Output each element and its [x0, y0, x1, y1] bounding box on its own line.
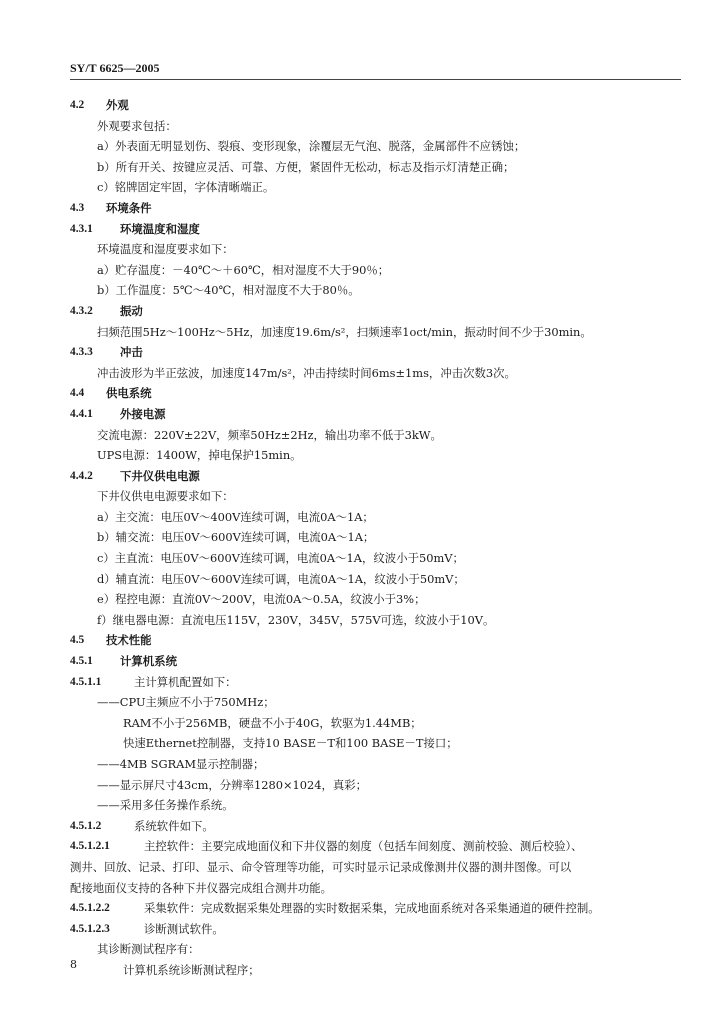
paragraph-text: 测井、回放、记录、打印、显示、命令管理等功能，可实时显示记录成像测井仪器的测井图像。可以	[70, 859, 572, 874]
section-number: 4.3.1	[70, 222, 93, 235]
section-number: 4.5	[70, 634, 85, 647]
section-title: 技术性能	[106, 633, 152, 648]
standard-code-header: SY/T 6625—2005	[70, 61, 160, 75]
body-text-line	[0, 610, 711, 631]
paragraph-text: 扫频范围5Hz～100Hz～5Hz，加速度19.6m/s²，扫频速率1oct/min，振动时间不少于30min。	[97, 324, 592, 339]
section-title: 计算机系统	[120, 654, 177, 669]
section-heading-line	[0, 836, 711, 857]
body-text-line	[0, 569, 711, 590]
section-number: 4.4.1	[70, 407, 93, 420]
section-title: 下井仪供电电源	[120, 468, 200, 483]
section-number: 4.4.2	[70, 469, 93, 482]
section-heading-line	[0, 816, 711, 837]
section-title: 冲击	[120, 345, 143, 360]
section-number: 4.3	[70, 201, 85, 214]
section-text: 主计算机配置如下：	[134, 674, 237, 689]
body-text-line	[0, 754, 711, 775]
section-number: 4.3.3	[70, 346, 93, 359]
paragraph-text: ——显示屏尺寸43cm，分辨率1280×1024，真彩；	[97, 777, 368, 792]
body-text-line	[0, 157, 711, 178]
section-text: 系统软件如下。	[134, 818, 214, 833]
body-text-line	[0, 733, 711, 754]
body-text-line	[0, 445, 711, 466]
section-number: 4.5.1.2.3	[70, 922, 110, 935]
section-number: 4.5.1	[70, 655, 93, 668]
body-text-line	[0, 878, 711, 899]
section-number: 4.5.1.2.2	[70, 902, 110, 915]
section-number: 4.2	[70, 99, 85, 111]
section-heading-line	[0, 672, 711, 693]
paragraph-text: c）铭牌固定牢固，字体清晰端正。	[97, 180, 275, 195]
section-number: 4.4	[70, 387, 85, 400]
body-text-line	[0, 692, 711, 713]
section-heading-line	[0, 630, 711, 651]
paragraph-text: a）贮存温度：－40℃～＋60℃，相对湿度不大于90％；	[97, 262, 390, 277]
paragraph-text: e）程控电源：直流0V～200V，电流0A～0.5A，纹波小于3%；	[97, 592, 426, 607]
section-title: 供电系统	[106, 386, 152, 401]
body-text-line	[0, 363, 711, 384]
paragraph-text: a）主交流：电压0V～400V连续可调，电流0A～1A；	[97, 509, 374, 524]
section-heading-line	[0, 919, 711, 940]
body-text-line	[0, 136, 711, 157]
body-text-line	[0, 713, 711, 734]
section-text: 诊断测试软件。	[144, 921, 224, 936]
paragraph-text: a）外表面无明显划伤、裂痕、变形现象，涂覆层无气泡、脱落，金属部件不应锈蚀；	[97, 139, 526, 154]
section-heading-line	[0, 898, 711, 919]
page-number: 8	[70, 958, 77, 971]
section-title: 外接电源	[120, 406, 166, 421]
paragraph-text: 配接地面仪支持的各种下井仪器完成组合测井功能。	[70, 880, 332, 895]
body-text-line	[0, 527, 711, 548]
body-text-line	[0, 280, 711, 301]
paragraph-text: 下井仪供电电源要求如下：	[97, 489, 234, 504]
body-text-line	[0, 177, 711, 198]
section-heading-line	[0, 383, 711, 404]
paragraph-text: 计算机系统诊断测试程序；	[123, 962, 260, 977]
body-text-line	[0, 260, 711, 281]
section-heading-line	[0, 342, 711, 363]
body-text-line	[0, 795, 711, 816]
paragraph-text: f）继电器电源：直流电压115V，230V，345V，575V可选，纹波小于10V。	[97, 612, 495, 627]
paragraph-text: 其诊断测试程序有：	[97, 942, 200, 957]
section-heading-line	[0, 301, 711, 322]
body-text-line	[0, 116, 711, 137]
body-text-line	[0, 548, 711, 569]
section-heading-line	[0, 404, 711, 425]
section-heading-line	[0, 651, 711, 672]
section-text: 主控软件：主要完成地面仪和下井仪器的刻度（包括车间刻度、测前校验、测后校验）、	[144, 839, 583, 854]
document-body	[0, 95, 711, 981]
paragraph-text: b）工作温度：5℃～40℃，相对湿度不大于80％。	[97, 283, 360, 298]
section-title: 环境温度和湿度	[120, 221, 200, 236]
paragraph-text: ——4MB SGRAM显示控制器；	[97, 757, 265, 771]
paragraph-text: ——CPU主频应不小于750MHz；	[97, 695, 275, 710]
paragraph-text: b）辅交流：电压0V～600V连续可调，电流0A～1A；	[97, 530, 375, 545]
section-title: 环境条件	[106, 200, 152, 215]
paragraph-text: 外观要求包括：	[97, 118, 177, 133]
paragraph-text: 交流电源：220V±22V，频率50Hz±2Hz，输出功率不低于3kW。	[97, 427, 442, 442]
body-text-line	[0, 486, 711, 507]
body-text-line	[0, 507, 711, 528]
section-number: 4.5.1.2	[70, 819, 102, 832]
body-text-line	[0, 960, 711, 981]
body-text-line	[0, 239, 711, 260]
paragraph-text: 环境温度和湿度要求如下：	[97, 242, 234, 257]
body-text-line	[0, 857, 711, 878]
section-heading-line	[0, 95, 711, 116]
section-title: 外观	[106, 98, 129, 112]
section-heading-line	[0, 466, 711, 487]
section-title: 振动	[120, 303, 143, 318]
paragraph-text: 快速Ethernet控制器，支持10 BASE－T和100 BASE－T接口；	[123, 736, 458, 751]
section-heading-line	[0, 198, 711, 219]
section-number: 4.5.1.2.1	[70, 840, 110, 853]
paragraph-text: 冲击波形为半正弦波，加速度147m/s²，冲击持续时间6ms±1ms，冲击次数3次。	[97, 365, 516, 380]
body-text-line	[0, 775, 711, 796]
section-text: 采集软件：完成数据采集处理器的实时数据采集，完成地面系统对各采集通道的硬件控制。	[144, 901, 600, 916]
section-heading-line	[0, 219, 711, 240]
body-text-line	[0, 425, 711, 446]
body-text-line	[0, 589, 711, 610]
paragraph-text: UPS电源：1400W，掉电保护15min。	[97, 448, 302, 463]
body-text-line	[0, 322, 711, 343]
section-number: 4.3.2	[70, 304, 93, 317]
header-rule	[70, 79, 681, 80]
section-number: 4.5.1.1	[70, 675, 102, 688]
paragraph-text: RAM不小于256MB，硬盘不小于40G，软驱为1.44MB；	[123, 715, 422, 730]
paragraph-text: ——采用多任务操作系统。	[97, 798, 234, 813]
body-text-line	[0, 939, 711, 960]
paragraph-text: c）主直流：电压0V～600V连续可调，电流0A～1A，纹波小于50mV；	[97, 551, 464, 566]
paragraph-text: b）所有开关、按键应灵活、可靠、方便，紧固件无松动，标志及指示灯清楚正确；	[97, 159, 515, 174]
paragraph-text: d）辅直流：电压0V～600V连续可调，电流0A～1A，纹波小于50mV；	[97, 571, 465, 586]
